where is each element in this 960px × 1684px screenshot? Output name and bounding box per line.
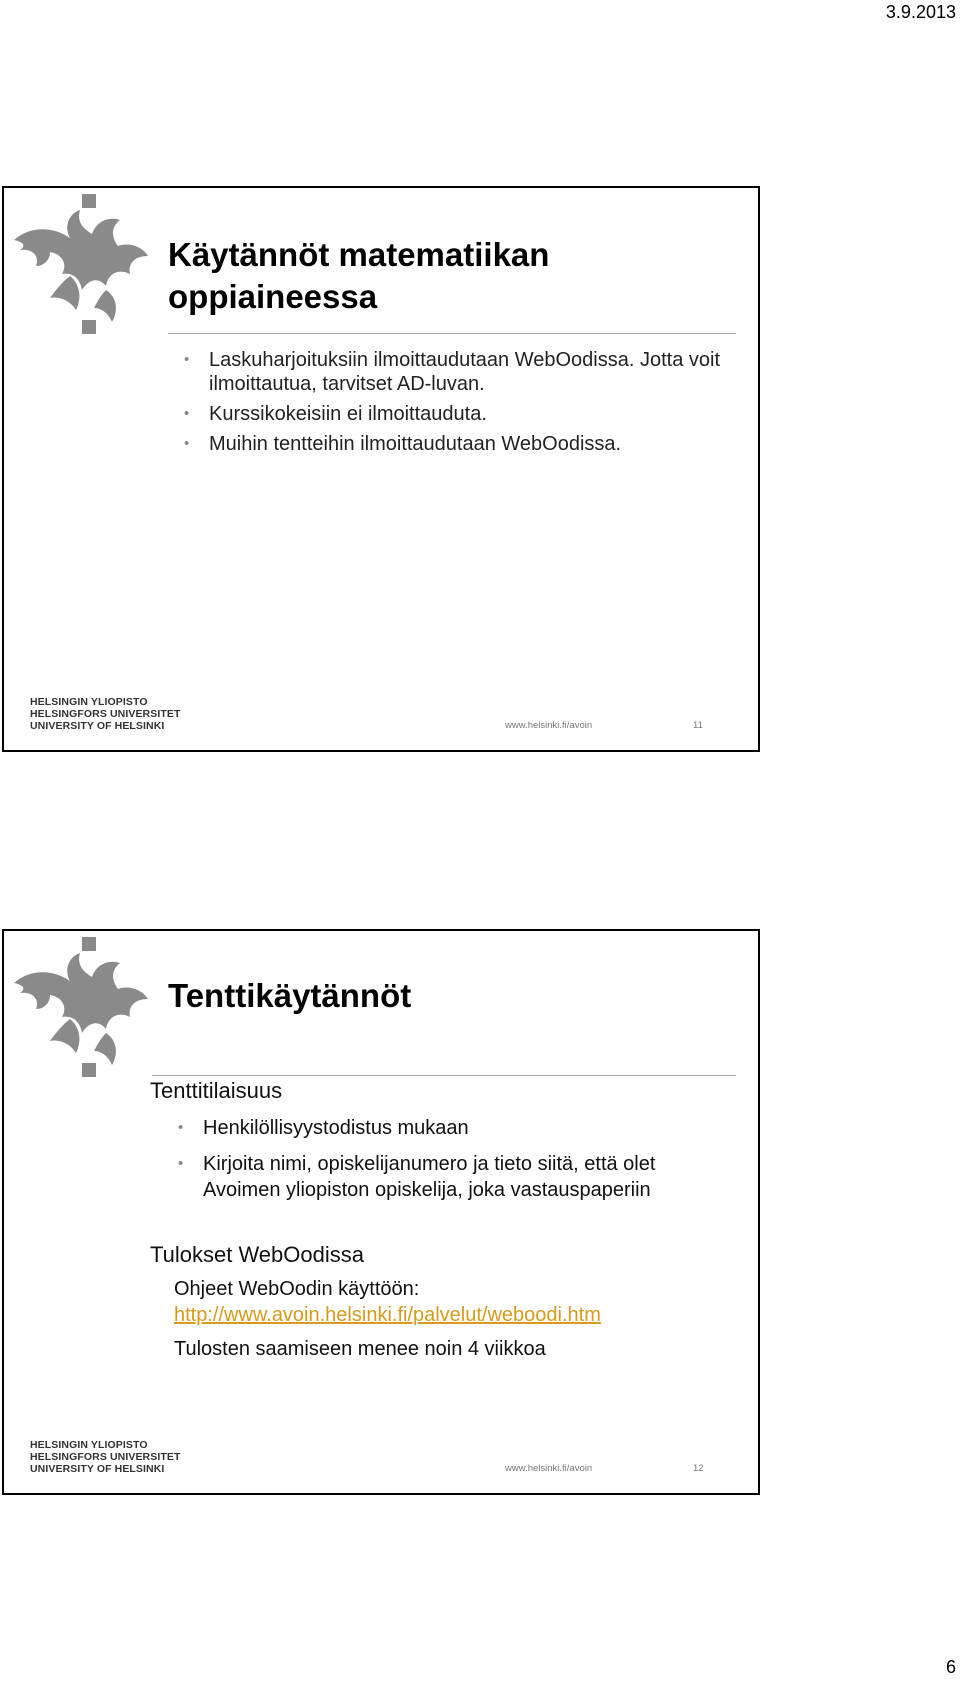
footer-url: www.helsinki.fi/avoin [505, 1463, 593, 1474]
slide-number: 11 [693, 720, 703, 731]
bullet-list [180, 348, 720, 462]
title-divider [152, 1075, 736, 1076]
page-date: 3.9.2013 [885, 2, 956, 22]
footer-url: www.helsinki.fi/avoin [505, 720, 593, 731]
title-divider [168, 333, 736, 334]
wordmark-line: UNIVERSITY OF HELSINKI [30, 1463, 165, 1475]
bullet-list [174, 1115, 734, 1213]
university-wordmark [30, 696, 180, 732]
list-item: • Kirjoita nimi, opiskelijanumero ja tieto siitä, että olet Avoimen yliopiston opiskelija, joka vastauspaperiin [174, 1151, 734, 1203]
slide-12 [2, 929, 760, 1495]
list-item: • Laskuharjoituksiin ilmoittaudutaan WebOodissa. Jotta voit ilmoittautua, tarvitset AD-luvan. [180, 348, 720, 396]
weboodi-link[interactable]: http://www.avoin.helsinki.fi/palvelut/weboodi.htm [174, 1304, 601, 1326]
wordmark-line: HELSINGFORS UNIVERSITET [30, 1451, 181, 1463]
instructions-text: Ohjeet WebOodin käyttöön: [174, 1278, 420, 1300]
slide-title: Käytännöt matematiikan oppiaineessa [168, 236, 550, 315]
section-heading: Tulokset WebOodissa [150, 1242, 364, 1267]
list-item: • Muihin tentteihin ilmoittaudutaan WebOodissa. [180, 432, 720, 456]
slide-number: 12 [693, 1463, 704, 1474]
slide-11 [2, 186, 760, 752]
section-heading: Tenttitilaisuus [150, 1078, 283, 1103]
wordmark-line: UNIVERSITY OF HELSINKI [30, 720, 165, 732]
results-info [174, 1276, 734, 1362]
wordmark-line: HELSINGFORS UNIVERSITET [30, 708, 181, 720]
list-item: • Henkilöllisyystodistus mukaan [174, 1115, 734, 1141]
slide-title: Tenttikäytännöt [168, 977, 412, 1014]
list-item: • Kurssikokeisiin ei ilmoittauduta. [180, 402, 720, 426]
duration-text: Tulosten saamiseen menee noin 4 viikkoa [174, 1338, 546, 1360]
university-flame-logo-icon [10, 937, 170, 1077]
wordmark-line: HELSINGIN YLIOPISTO [30, 696, 148, 708]
university-flame-logo-icon [10, 194, 170, 334]
page-number: 6 [945, 1657, 956, 1677]
wordmark-line: HELSINGIN YLIOPISTO [30, 1439, 148, 1451]
university-wordmark [30, 1439, 180, 1475]
